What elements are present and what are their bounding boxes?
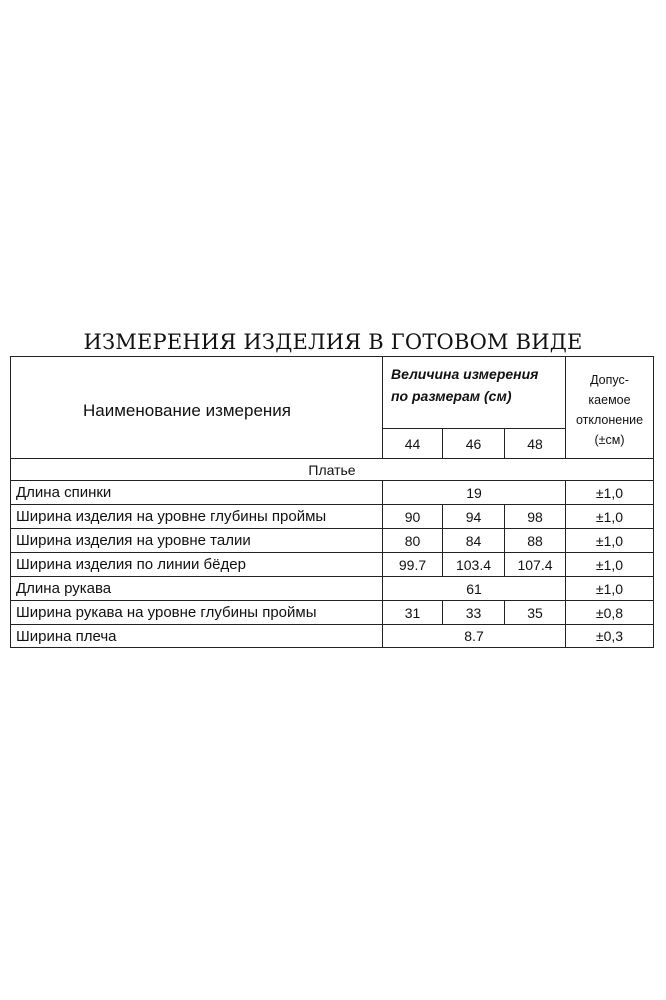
size-44: 44	[383, 429, 443, 459]
measurement-value-46: 94	[443, 505, 505, 529]
table-row	[11, 529, 654, 553]
section-row	[11, 459, 654, 481]
table-row	[11, 553, 654, 577]
tolerance-value: ±1,0	[566, 577, 654, 601]
measurement-value-48: 98	[505, 505, 566, 529]
measurement-name: Длина спинки	[11, 481, 383, 505]
size-48: 48	[505, 429, 566, 459]
measurement-value-44: 31	[383, 601, 443, 625]
measurement-value-44: 80	[383, 529, 443, 553]
measurement-name: Длина рукава	[11, 577, 383, 601]
header-measurement-name: Наименование измерения	[11, 357, 383, 459]
header-tolerance-line2: каемое	[588, 392, 631, 407]
page-title: ИЗМЕРЕНИЯ ИЗДЕЛИЯ В ГОТОВОМ ВИДЕ	[83, 330, 583, 354]
header-value-line2: по размерам (см)	[391, 388, 512, 404]
header-tolerance-line4: (±см)	[594, 432, 625, 447]
measurement-name: Ширина изделия на уровне талии	[11, 529, 383, 553]
tolerance-value: ±1,0	[566, 529, 654, 553]
table-row	[11, 481, 654, 505]
tolerance-value: ±1,0	[566, 481, 654, 505]
measurement-value: 19	[383, 481, 566, 505]
measurement-value-46: 103.4	[443, 553, 505, 577]
table-row	[11, 601, 654, 625]
measurements-table	[10, 356, 654, 648]
measurement-value-48: 107.4	[505, 553, 566, 577]
size-46: 46	[443, 429, 505, 459]
measurement-name: Ширина изделия по линии бёдер	[11, 553, 383, 577]
measurement-value: 61	[383, 577, 566, 601]
header-measurement-value	[383, 357, 566, 429]
measurement-value-48: 35	[505, 601, 566, 625]
tolerance-value: ±0,8	[566, 601, 654, 625]
measurement-value-44: 90	[383, 505, 443, 529]
header-tolerance	[566, 357, 654, 459]
measurement-name: Ширина плеча	[11, 625, 383, 648]
section-title: Платье	[11, 459, 654, 481]
measurement-value-46: 33	[443, 601, 505, 625]
header-value-line1: Величина измерения	[391, 366, 539, 382]
header-tolerance-line3: отклонение	[575, 412, 644, 427]
measurement-name: Ширина изделия на уровне глубины проймы	[11, 505, 383, 529]
table-row	[11, 625, 654, 648]
measurement-name: Ширина рукава на уровне глубины проймы	[11, 601, 383, 625]
tolerance-value: ±1,0	[566, 553, 654, 577]
tolerance-value: ±0,3	[566, 625, 654, 648]
header-tolerance-line1: Допус-	[590, 372, 629, 387]
table-row	[11, 577, 654, 601]
tolerance-value: ±1,0	[566, 505, 654, 529]
header-row	[11, 357, 654, 429]
measurement-value: 8.7	[383, 625, 566, 648]
measurement-value-46: 84	[443, 529, 505, 553]
measurement-value-48: 88	[505, 529, 566, 553]
table-row	[11, 505, 654, 529]
measurement-value-44: 99.7	[383, 553, 443, 577]
